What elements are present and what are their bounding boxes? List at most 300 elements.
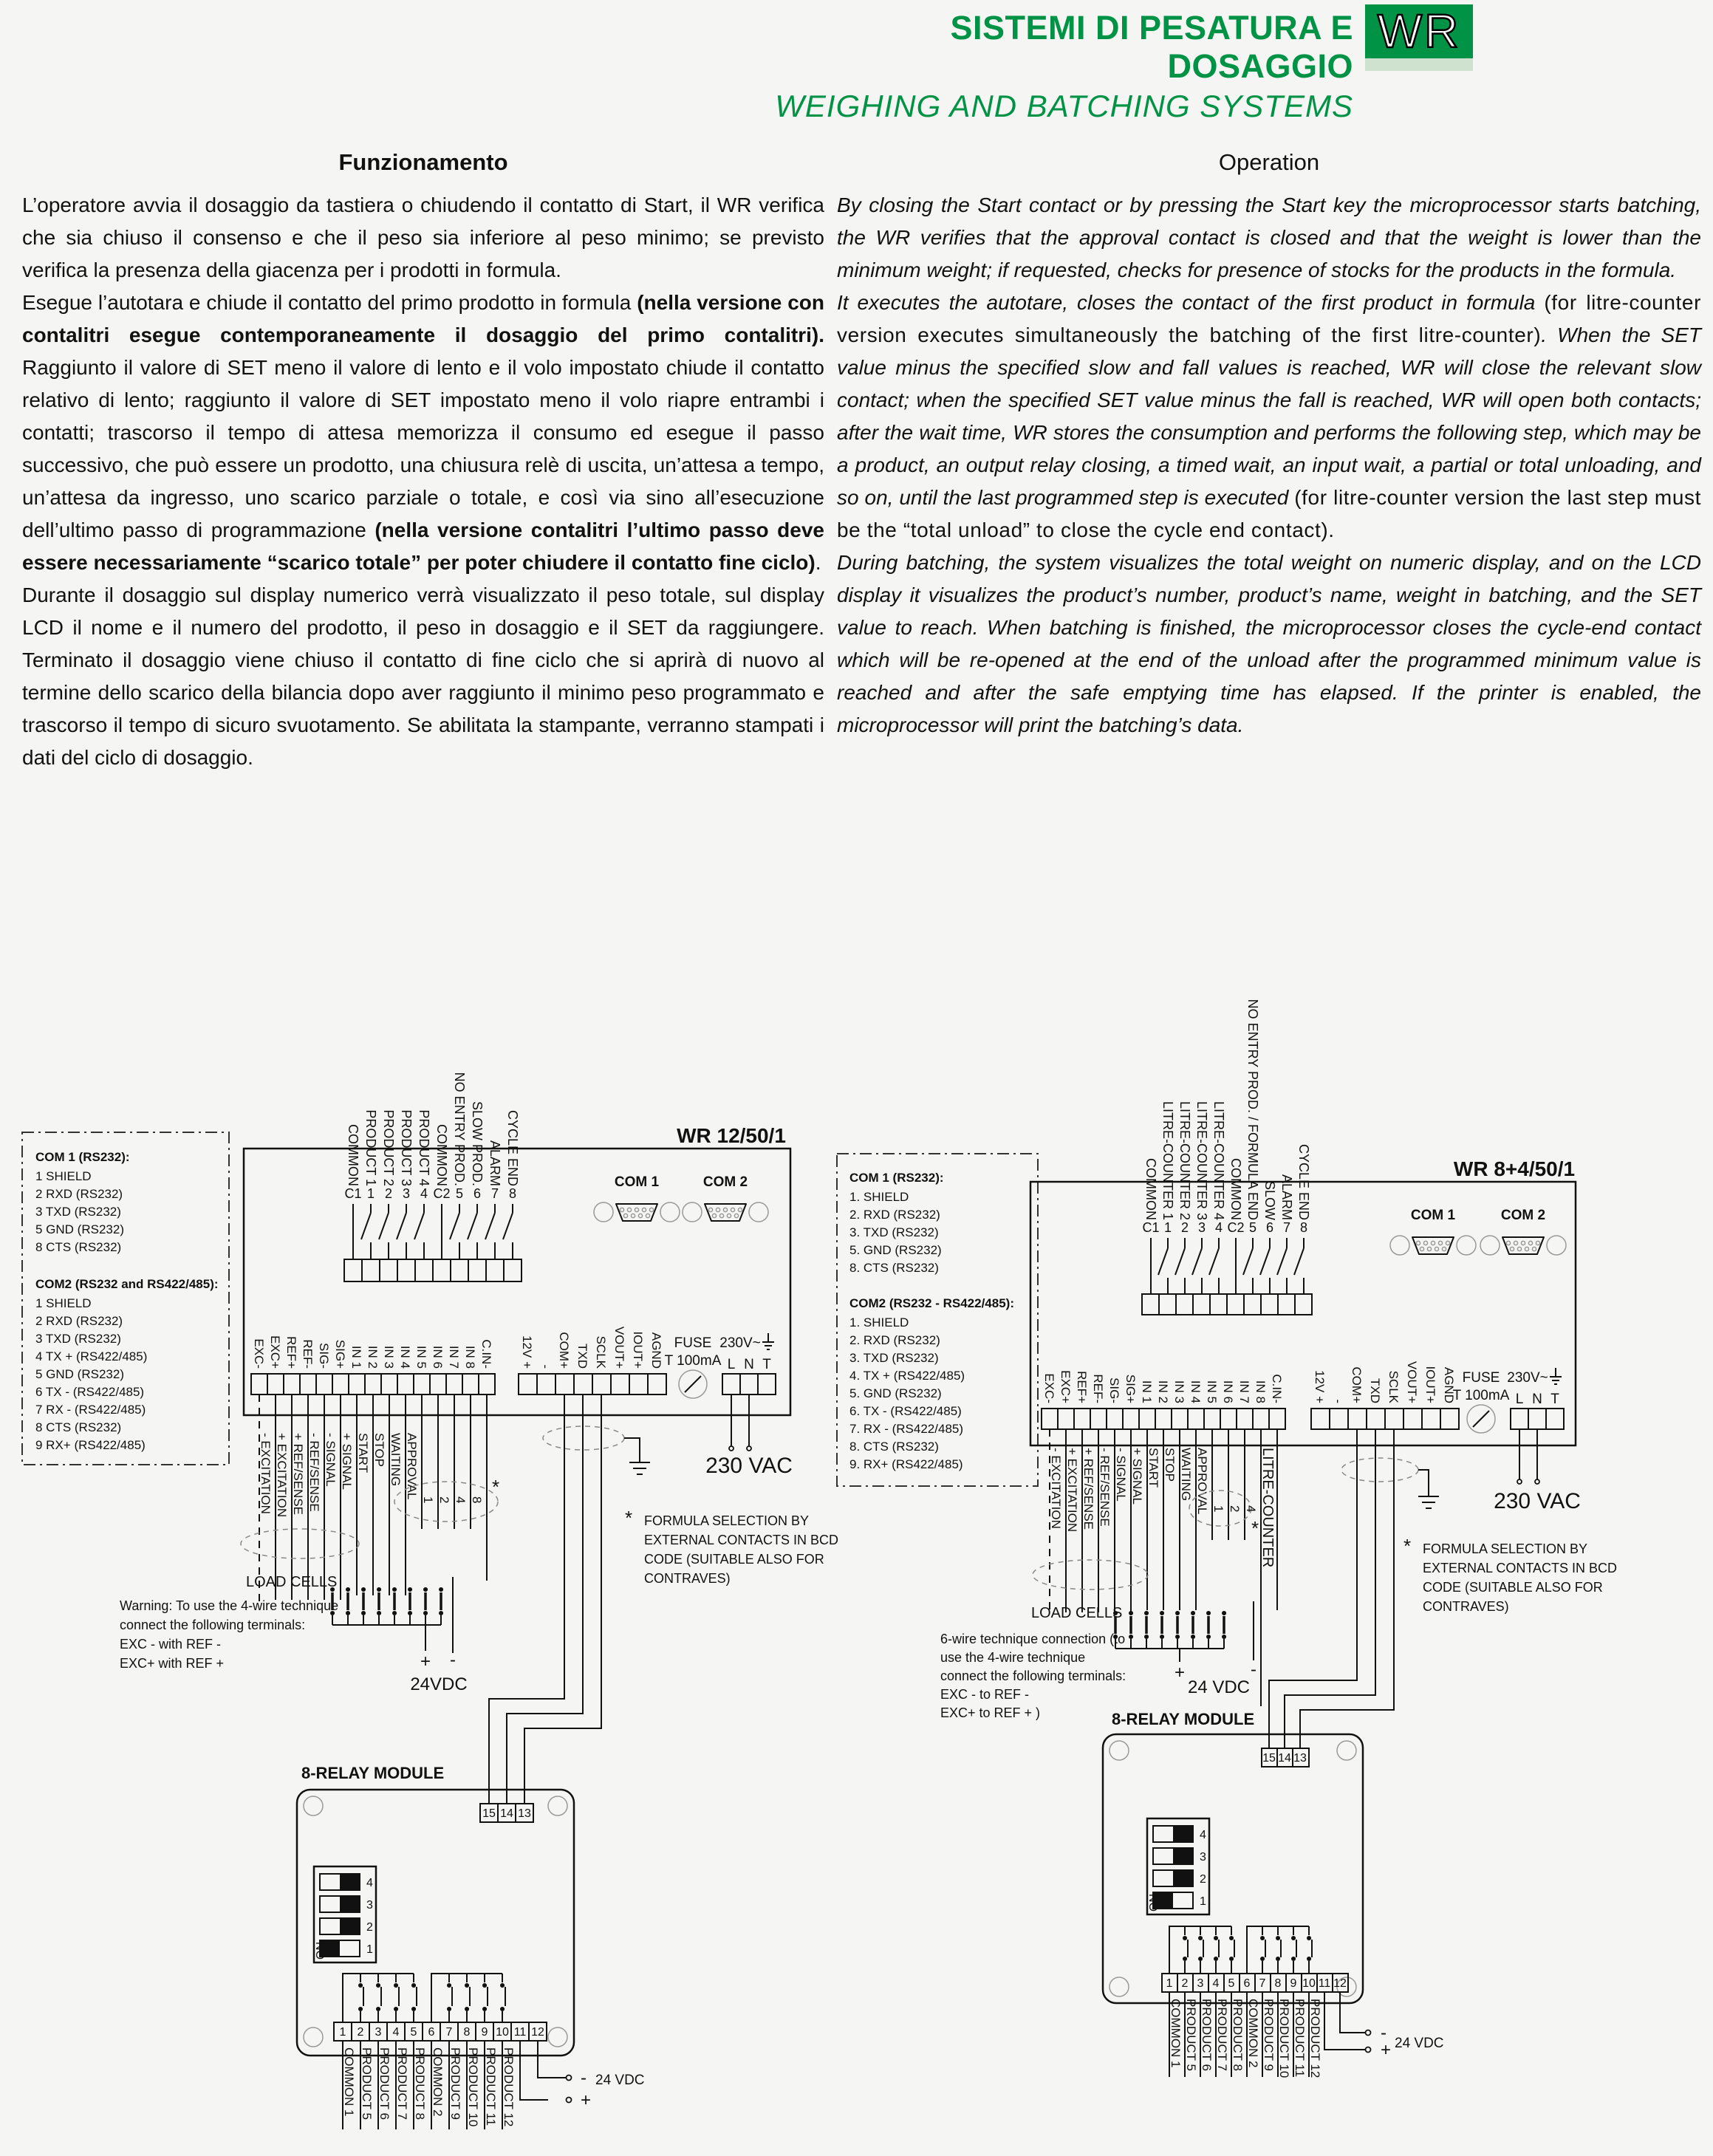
wr84-io2-label-1: - [1331,1399,1345,1403]
en-p2-seg3: . When the SET value minus the specified slow and fall values is reached, WR will close the relevant slow contact; when the specified SET value minus the fall is reached, WR will open both contacts; after the wait time, WR stores the consumption and performs the following step, which may be a product, an output relay closing, a timed wait, an input wait, a partial or total unloading, and so on, until the last programmed step is executed [837,324,1701,509]
italian-paragraph-3: Durante il dosaggio sul display numerico verrà visualizzato il peso totale, sul display LCD il nome e il numero del prodotto, il peso in dosaggio e il SET da raggiungere. Terminato il dosaggio viene chiuso il contatto di fine ciclo che si aprirà di nuovo al termine dello scarico della bilancia dopo aver raggiunto il minimo peso programmato e trascorso il tempo di sicuro svuotamento. Se abilitata la stampante, verranno stampati i dati del ciclo di dosaggio. [22,584,824,769]
wr84-mains-label: 230V~ [1507,1370,1548,1386]
wr84-dc-plus: + [1174,1663,1186,1683]
wr84-com1-db9-icon [1390,1236,1476,1255]
wr84-load-cells-label: LOAD CELLS [1031,1605,1123,1621]
wr12-io2-label-5: VOUT+ [612,1326,626,1369]
wr12-module-label-1: PRODUCT 5 [360,2047,374,2120]
wr12-output-label-4: PRODUCT 4 [417,1109,431,1186]
wr12-module-term-0: 1 [339,2026,346,2039]
wr12-com1-pin-2: 3 TXD (RS232) [35,1205,121,1219]
wr12-dip-on-label: ON [315,1942,327,1960]
wr84-output-terminal-6: 5 [1248,1220,1257,1235]
wr12-output-label-7: SLOW PROD. [470,1101,485,1186]
wr84-module-term-1: 2 [1181,1977,1189,1990]
wr12-load-cells-label: LOAD CELLS [246,1574,338,1590]
wr12-com2-title: COM2 (RS232 and RS422/485): [35,1277,219,1291]
wr12-io2-label-1: - [538,1364,553,1369]
wr12-output-terminal-2: 2 [384,1186,393,1201]
wr84-below-label-8: WAITING [1179,1448,1193,1502]
wr84-dc-minus: - [1251,1660,1256,1680]
wr84-com2-pin-4: 5. GND (RS232) [849,1386,942,1400]
wr84-below-label-1: + EXCITATION [1065,1448,1079,1533]
wr12-module-label-6: PRODUCT 9 [448,2047,462,2120]
wr84-ground-icon [1418,1496,1439,1508]
wr12-dip-num-1: 3 [366,1899,373,1912]
en-p2-seg4-roman: (for litre-counter version the last step must be the “total unload” to close the cycle end contact). [837,486,1701,541]
wr84-io2-label-5: VOUT+ [1405,1361,1419,1403]
wr84-below-label-2: + REF/SENSE [1081,1448,1095,1530]
wr12-mains-label: 230V~ [719,1335,761,1351]
wr84-note-line-3: CONTRAVES) [1423,1599,1509,1614]
wr84-module-label-6: PRODUCT 9 [1262,1999,1276,2071]
wr12-vac-label: 230 VAC [705,1454,793,1478]
wr12-note-line-0: FORMULA SELECTION BY [644,1513,810,1528]
wr84-io2-label-2: COM+ [1350,1366,1364,1403]
wr-logo-text: WR [1377,4,1461,58]
wr84-com1-pin-0: 1. SHIELD [849,1190,909,1204]
wr12-title: WR 12/50/1 [677,1124,786,1147]
wr12-bcd-num-1: 2 [437,1496,451,1504]
wr12-bcd-star: * [492,1476,500,1498]
wr12-io-label-7: IN 2 [366,1345,380,1369]
wr12-dc-minus: - [450,1650,456,1670]
wr84-output-terminal-1: 1 [1163,1220,1172,1235]
wr84-io2-label-6: IOUT+ [1423,1366,1437,1403]
wr84-vac-label: 230 VAC [1494,1489,1581,1513]
wr12-io-label-14: C.IN- [479,1339,493,1369]
wr12-com1-pin-3: 5 GND (RS232) [35,1222,124,1236]
wr12-module-term-4: 5 [410,2026,417,2039]
wr84-bcd-four: 4 [1244,1505,1258,1513]
wr12-io2-label-7: AGND [649,1332,663,1369]
wr12-warning-line-0: Warning: To use the 4-wire technique [120,1598,339,1613]
wr84-loadcell-bus [1115,1601,1254,1662]
wr12-output-terminal-8: 7 [490,1186,499,1201]
wr12-io-label-6: IN 1 [349,1345,363,1369]
wr12-module-dc-label: 24 VDC [595,2073,645,2088]
wr84-module-term-3: 4 [1212,1977,1220,1990]
wr12-warning-line-3: EXC+ with REF + [120,1656,225,1671]
wr84-fuse-rating: T 100mA [1452,1388,1510,1403]
wr12-below-label-8: WAITING [389,1433,403,1487]
wr84-output-label-8: ALARM [1279,1174,1294,1220]
wr84-io-label-11: IN 6 [1221,1380,1235,1403]
wr84-module-top-term-1: 14 [1278,1752,1291,1765]
wr12-mains-wires [731,1394,749,1446]
wr84-module-term-11: 12 [1333,1977,1347,1990]
wr84-bcd-star: * [1251,1517,1259,1539]
wr84-output-terminal-5: C2 [1227,1220,1245,1235]
wr84-output-label-3: LITRE-COUNTER 3 [1194,1101,1209,1220]
wr12-module-term-11: 12 [531,2026,544,2039]
wr84-module-outline [1103,1734,1363,2003]
wr12-output-contacts [353,1204,513,1259]
wr12-module-term-3: 4 [392,2026,400,2039]
wr12-below-label-9: APPROVAL [405,1433,419,1500]
wr12-module-label-9: PRODUCT 12 [502,2047,516,2127]
wr12-lnt-label-1: N [744,1357,754,1372]
wr84-module-label-9: PRODUCT 12 [1308,1999,1322,2078]
wr12-ground-tap [624,1438,640,1462]
wr84-lnt-label-1: N [1532,1392,1542,1407]
wr12-module-label-5: COMMON 2 [431,2047,445,2117]
wr84-output-label-1: LITRE-COUNTER 1 [1160,1101,1175,1220]
wr84-com2-pin-1: 2. RXD (RS232) [849,1333,940,1347]
wr84-io-label-5: SIG+ [1124,1374,1138,1403]
wr84-sixwire-line-2: connect the following terminals: [940,1669,1126,1683]
wr12-module-wires [489,1394,601,1804]
wr12-io2-label-3: TXD [575,1344,589,1369]
wr12-lnt-dividers [740,1374,758,1394]
wr84-com1-pin-2: 3. TXD (RS232) [849,1225,939,1239]
wr12-module-top-term-1: 14 [500,1807,513,1820]
wr12-below-label-7: STOP [372,1433,386,1467]
wr12-fuse-label: FUSE [674,1335,712,1351]
english-column [837,148,1701,742]
wr84-io-label-12: IN 7 [1237,1380,1251,1403]
wr84-module-term-0: 1 [1166,1977,1173,1990]
wr12-output-terminal-0: C1 [344,1186,362,1201]
wr12-below-label-0: - EXCITATION [259,1433,273,1514]
wr84-below-label-5: + SIGNAL [1130,1448,1144,1505]
wr84-note-line-0: FORMULA SELECTION BY [1423,1541,1588,1556]
english-heading: Operation [1218,149,1320,175]
wr84-dip-num-3: 1 [1200,1895,1206,1908]
wr84-module-top-term-0: 15 [1262,1752,1276,1765]
wr12-module-term-10: 11 [513,2026,527,2039]
wr12-module-label-2: PRODUCT 6 [377,2047,392,2120]
wr84-io2-label-4: SCLK [1387,1370,1401,1403]
wr12-bcd-num-2: 4 [454,1496,468,1504]
wr84-module-buses [1169,1926,1309,1974]
wr84-module-contacts [1185,1926,1312,1974]
en-p2-seg1: It executes the autotare, closes the contact of the first product in formula [837,291,1545,314]
wr12-com2-pin-1: 2 RXD (RS232) [35,1314,123,1328]
wr84-io-label-4: SIG- [1107,1378,1121,1403]
wr12-io2-label-0: 12V + [520,1335,534,1369]
wr12-output-label-6: NO ENTRY PROD. [452,1072,467,1186]
wr12-dc-plus: + [420,1652,431,1671]
wr84-note-line-1: EXTERNAL CONTACTS IN BCD [1423,1561,1618,1575]
wr84-com2-pin-8: 9. RX+ (RS422/485) [849,1457,963,1471]
wr12-module-term-6: 7 [445,2026,453,2039]
wr84-io-label-9: IN 4 [1189,1380,1203,1403]
wr84-io2-label-7: AGND [1442,1366,1456,1403]
it-p2-seg1: Esegue l’autotara e chiude il contatto del primo prodotto in formula [22,291,637,314]
wr84-note-line-2: CODE (SUITABLE ALSO FOR [1423,1580,1603,1595]
wr84-bcd-num-1: 2 [1228,1505,1242,1513]
wr84-io-label-6: IN 1 [1140,1380,1154,1403]
wr12-com2-pin-4: 5 GND (RS232) [35,1367,124,1381]
wr84-com1-label: COM 1 [1410,1208,1456,1223]
wr12-lnt-strip [722,1374,776,1394]
wr12-io-label-0: EXC- [252,1338,266,1369]
wr84-module-label-3: PRODUCT 7 [1215,1999,1229,2071]
wr12-output-terminal-5: C2 [433,1186,451,1201]
wr12-output-strip-dividers [362,1259,504,1281]
wr84-module-label-8: PRODUCT 11 [1293,1999,1307,2078]
wr84-earth-icon [1550,1368,1562,1384]
en-p2-seg2-roman: (for litre-counter version executes simultaneously the batching of the first litre-counter) [837,291,1701,346]
wr12-output-label-3: PRODUCT 3 [399,1109,414,1186]
wr84-module-dc-label: 24 VDC [1395,2036,1444,2051]
wr12-io-label-5: SIG+ [333,1339,347,1369]
wr84-output-terminal-4: 4 [1214,1220,1223,1235]
wr12-com1-pin-1: 2 RXD (RS232) [35,1187,123,1201]
wr12-fuse-rating: T 100mA [664,1353,722,1369]
wr84-io-label-1: EXC+ [1059,1370,1073,1403]
wr84-io-label-7: IN 2 [1156,1380,1170,1403]
wr84-module-term-10: 11 [1318,1977,1331,1990]
wr12-io2-label-4: SCLK [594,1335,608,1369]
wr12-com2-pin-0: 1 SHIELD [35,1296,92,1310]
wr84-module-wires [1269,1429,1394,1748]
wr12-com1-pin-0: 1 SHIELD [35,1169,92,1183]
wr12-below-label-3: - REF/SENSE [307,1433,321,1512]
wr12-bcd-num-3: 8 [470,1496,484,1504]
wr12-dip-num-0: 4 [366,1877,373,1889]
wr84-output-label-0: COMMON [1143,1158,1158,1220]
wr12-module-buses [343,1974,502,2022]
wr84-below-label-0: - EXCITATION [1049,1448,1063,1529]
wr84-fuse-label: FUSE [1462,1370,1500,1386]
wr12-ground-icon [629,1462,650,1474]
wr84-module-term-6: 7 [1259,1977,1266,1990]
wr12-module-dc-minus: - [581,2068,587,2088]
wr84-output-terminal-2: 2 [1180,1220,1189,1235]
wr12-module-label-0: COMMON 1 [342,2047,356,2117]
wr84-output-label-6: NO ENTRY PROD. / FORMULA END [1245,999,1260,1220]
wr12-lnt-label-2: T [762,1357,771,1372]
wr84-module-term-4: 5 [1228,1977,1235,1990]
wr12-output-label-5: COMMON [434,1124,449,1186]
wr84-sixwire-line-0: 6-wire technique connection (to [940,1632,1126,1646]
wr12-com2-pin-3: 4 TX + (RS422/485) [35,1349,148,1363]
wr12-note-line-1: EXTERNAL CONTACTS IN BCD [644,1533,839,1547]
wr84-com1-pin-3: 5. GND (RS232) [849,1243,942,1257]
wr-logo [1365,4,1473,71]
wr84-module-label-4: PRODUCT 8 [1231,1999,1245,2071]
wr84-lnt-strip [1511,1409,1564,1429]
header-title-italian: SISTEMI DI PESATURA E DOSAGGIO [950,9,1353,85]
wr84-io-label-0: EXC- [1042,1373,1056,1403]
wr84-dip-num-0: 4 [1200,1829,1206,1841]
wr84-bcd-num-0: 1 [1211,1505,1225,1513]
wr12-below-label-1: + EXCITATION [275,1433,289,1518]
wr84-output-label-2: LITRE-COUNTER 2 [1177,1101,1192,1220]
wr12-module-term-2: 3 [375,2026,382,2039]
wr12-below-label-5: + SIGNAL [340,1433,354,1491]
wr84-output-terminal-8: 7 [1282,1220,1291,1235]
wr12-com1-db9-icon [594,1202,680,1222]
wr12-diagram [22,1072,838,2129]
wr12-io-label-9: IN 4 [398,1345,412,1369]
wr84-io-strip [1042,1409,1285,1429]
wr84-output-terminal-0: C1 [1142,1220,1160,1235]
wr84-module-term-5: 6 [1243,1977,1251,1990]
wr84-lnt-label-2: T [1550,1392,1559,1407]
wr12-module-term-8: 9 [481,2026,488,2039]
wr84-com2-pin-5: 6. TX - (RS422/485) [849,1404,962,1418]
wr84-output-label-9: CYCLE END [1296,1143,1311,1220]
wr12-output-terminal-1: 1 [366,1186,375,1201]
wr12-note-line-2: CODE (SUITABLE ALSO FOR [644,1552,824,1567]
wr12-module-dc-plus: + [581,2090,592,2110]
wr84-output-terminal-7: 6 [1265,1220,1274,1235]
wr-logo-strip [1365,58,1473,71]
wr84-note-star: * [1403,1535,1412,1557]
wr84-output-label-4: LITRE-COUNTER 4 [1211,1101,1226,1220]
wr12-output-label-0: COMMON [346,1124,360,1186]
wr84-dc-label: 24 VDC [1187,1677,1251,1697]
wr12-module-top-term-2: 13 [518,1807,531,1820]
wr12-output-label-9: CYCLE END [505,1109,520,1186]
wr12-warning-line-2: EXC - with REF - [120,1637,222,1652]
wr84-module-label-5: COMMON 2 [1246,1999,1260,2068]
wr12-io2-label-2: COM+ [557,1332,571,1369]
wr12-com1-label: COM 1 [614,1174,660,1190]
header-title-english: WEIGHING AND BATCHING SYSTEMS [775,89,1353,123]
wr84-io2-label-0: 12V + [1313,1370,1327,1403]
italian-paragraph-2 [22,287,824,579]
wr84-com2-title: COM2 (RS232 - RS422/485): [849,1296,1014,1310]
wr12-fuse-blade [685,1376,701,1392]
wiring-diagrams [0,960,1713,2156]
wr12-output-label-1: PRODUCT 1 [363,1109,378,1186]
wr84-below-label-6: START [1146,1448,1160,1488]
wr84-sixwire-line-4: EXC+ to REF + ) [940,1705,1041,1720]
wr12-module-contacts [360,1974,505,2022]
wr12-dip-num-2: 2 [366,1921,373,1934]
wr84-output-terminal-9: 8 [1299,1220,1308,1235]
wr12-output-terminal-3: 3 [402,1186,411,1201]
wr84-serial-cable-oval [1341,1458,1418,1482]
wr12-module-label-7: PRODUCT 10 [466,2047,480,2127]
it-p2-seg2-bold: (nella versione con contalitri esegue contemporaneamente il dosaggio del primo contalitri). [22,291,825,346]
wr84-diagram [837,999,1617,2078]
wr84-com2-pin-3: 4. TX + (RS422/485) [849,1369,965,1383]
wr84-io-label-13: IN 8 [1254,1380,1268,1403]
page-header [768,9,1353,124]
wr12-module-term-1: 2 [357,2026,364,2039]
wr84-module-dc-wires [1324,1992,1365,2050]
wr12-com2-pin-6: 7 RX - (RS422/485) [35,1403,146,1417]
wr12-warning-line-1: connect the following terminals: [120,1618,306,1632]
wr12-io-label-1: EXC+ [268,1335,282,1369]
wr84-litre-counter-label: LITRE-COUNTER [1259,1448,1276,1568]
wr12-note-line-3: CONTRAVES) [644,1571,731,1586]
wr12-module-term-5: 6 [428,2026,435,2039]
wr12-output-label-8: ALARM [488,1140,502,1186]
wr84-com1-title: COM 1 (RS232): [849,1171,944,1185]
wr12-bcd-num-0: 1 [421,1496,435,1504]
wr84-output-contacts [1151,1238,1304,1294]
wr84-below-label-4: - SIGNAL [1114,1448,1128,1502]
wr12-com1-pin-4: 8 CTS (RS232) [35,1240,122,1254]
wr84-module-term-2: 3 [1197,1977,1204,1990]
wr84-module-label-7: PRODUCT 10 [1277,1999,1291,2078]
wr12-below-label-4: - SIGNAL [324,1433,338,1487]
wr12-output-terminal-6: 5 [455,1186,464,1201]
wr84-lnt-label-0: L [1515,1392,1524,1407]
wr84-com2-label: COM 2 [1500,1208,1546,1223]
wr84-io-label-14: C.IN- [1270,1374,1284,1403]
wr12-io-label-13: IN 8 [463,1345,477,1369]
wr12-below-label-2: + REF/SENSE [291,1433,305,1516]
wr12-io-label-12: IN 7 [447,1345,461,1369]
wr84-module-label-0: COMMON 1 [1169,1999,1183,2068]
wr84-mains-wires [1519,1429,1537,1479]
wr12-io-strip-dividers [267,1374,479,1394]
wr12-io-label-8: IN 3 [382,1345,396,1369]
italian-column [22,148,824,774]
wr84-module-term-7: 8 [1274,1977,1282,1990]
wr12-below-label-6: START [356,1433,370,1474]
wr12-io-label-10: IN 5 [414,1345,428,1369]
wr84-ground-tap [1418,1470,1429,1496]
wr84-com2-db9-icon [1480,1236,1566,1255]
english-paragraph-3: During batching, the system visualizes the total weight on numeric display, and on the LCD display it visualizes the product’s number, product’s name, weight in batching, and the SET value to reach. When batching is finished, the microprocessor closes the cycle-end contact which will be re-opened at the end of the unload after the programmed minimum value is reached and after the safe emptying time has elapsed. If the printer is enabled, the microprocessor will print the batching’s data. [837,551,1701,736]
wr84-title: WR 8+4/50/1 [1453,1157,1576,1180]
wr12-dip-num-3: 1 [366,1943,373,1956]
wr84-dip-num-2: 2 [1200,1873,1206,1886]
wr84-sixwire-line-1: use the 4-wire technique [940,1650,1086,1665]
wr12-module-top-term-0: 15 [482,1807,496,1820]
wr84-com1-pin-4: 8. CTS (RS232) [849,1261,939,1275]
wr84-io-label-3: REF- [1091,1374,1105,1403]
wr12-com1-title: COM 1 (RS232): [35,1150,130,1164]
wr12-lnt-label-0: L [727,1357,736,1372]
wr12-note-star: * [625,1507,633,1529]
italian-heading: Funzionamento [338,149,508,175]
wr12-com2-pin-2: 3 TXD (RS232) [35,1332,121,1346]
wr12-io-label-2: REF+ [284,1336,298,1369]
wr84-io-label-10: IN 5 [1205,1380,1219,1403]
wr84-module-term-8: 9 [1290,1977,1297,1990]
wr12-io-label-4: SIG- [317,1343,331,1369]
wr84-module-top-term-2: 13 [1293,1752,1307,1765]
wr12-io2-label-6: IOUT+ [631,1331,645,1369]
wr12-com2-pin-5: 6 TX - (RS422/485) [35,1385,145,1399]
wr12-io-label-11: IN 6 [431,1345,445,1369]
wr84-module-title: 8-RELAY MODULE [1112,1710,1255,1728]
wr84-dip-num-1: 3 [1200,1851,1206,1864]
it-p2-seg5: . [815,551,821,574]
wr84-below-label-7: STOP [1163,1448,1177,1482]
wr84-output-terminal-3: 3 [1197,1220,1206,1235]
wr84-module-term-9: 10 [1302,1977,1316,1990]
wr12-com2-db9-icon [683,1202,768,1222]
wr84-io-label-2: REF+ [1075,1371,1089,1403]
wr84-module-dc-minus: - [1381,2023,1387,2043]
wr84-output-label-7: SLOW [1262,1180,1277,1220]
wr12-output-terminal-4: 4 [420,1186,428,1201]
wr84-below-label-9: APPROVAL [1195,1448,1209,1515]
wr84-sixwire-line-3: EXC - to REF - [940,1687,1030,1702]
wr12-com2-pin-8: 9 RX+ (RS422/485) [35,1438,146,1452]
it-p2-seg3: Raggiunto il valore di SET meno il valore di lento e il volo impostato chiude il contatto relativo di lento; raggiunto il valore di SET impostato meno il volo riapre entrambi i contatti; trascorso il tempo di attesa memorizza il consumo ed esegue il passo successivo, che può essere un prodotto, una chiusura relè di uscita, un’attesa a tempo, un’attesa da ingresso, uno scarico parziale o totale, e così via sino all’esecuzione dell’ultimo passo di programmazione [22,356,824,541]
wr12-output-terminal-9: 8 [508,1186,517,1201]
english-paragraph-2 [837,287,1701,547]
wr12-module-title: 8-RELAY MODULE [301,1764,445,1782]
wr12-io-strip [251,1374,495,1394]
wr84-com1-pin-1: 2. RXD (RS232) [849,1208,940,1222]
wr84-below-label-3: - REF/SENSE [1098,1448,1112,1527]
wr12-io2-strip-dividers [537,1374,648,1394]
wr84-module-label-2: PRODUCT 6 [1200,1999,1214,2071]
wr12-output-label-2: PRODUCT 2 [381,1109,396,1186]
